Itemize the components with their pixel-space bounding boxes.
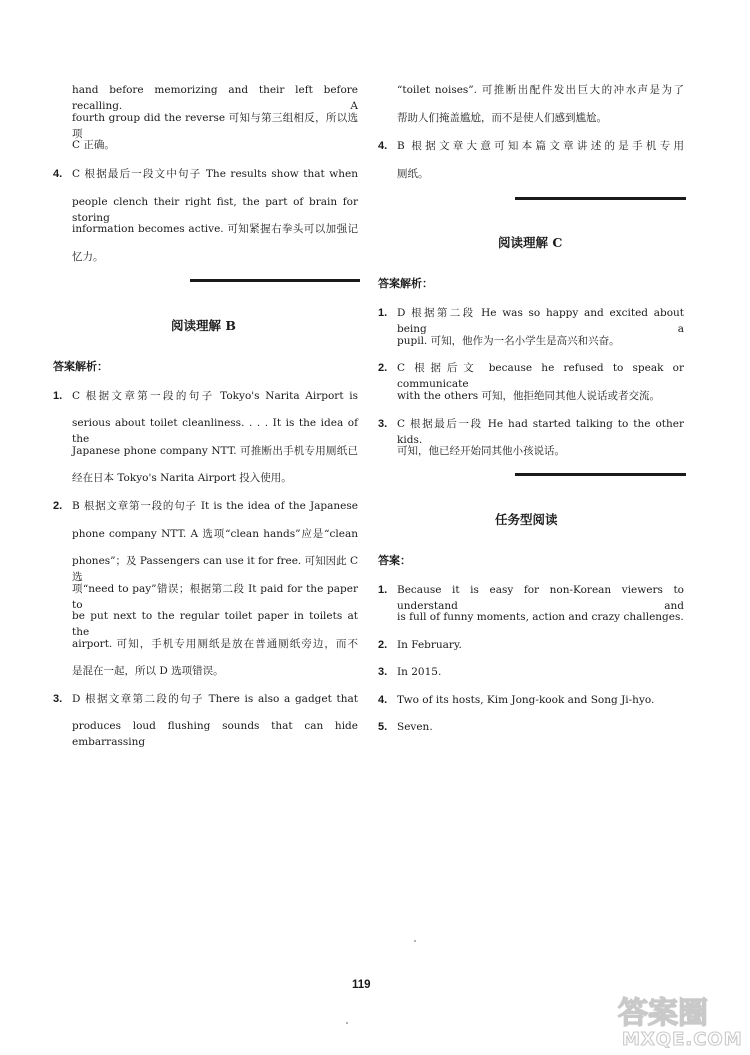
text-line: produces loud flushing sounds that can hide embarrassing	[72, 720, 358, 748]
text-line: D 根据第二段 He was so happy and excited about being a	[397, 307, 684, 335]
text-line: 经在日本 Tokyo's Narita Airport 投入使用。	[72, 472, 292, 484]
text-line: 是混在一起，所以 D 选项错误。	[72, 665, 224, 677]
text-line: be put next to the regular toilet paper in toilets at the	[72, 610, 358, 638]
scan-speck	[346, 1022, 348, 1024]
page-number: 119	[352, 979, 371, 991]
text-line: is full of funny moments, action and crazy challenges.	[397, 611, 684, 623]
item-number: 2.	[378, 362, 388, 374]
text-line: 厕纸。	[397, 168, 429, 180]
text-line: 可知，他已经开始同其他小孩说话。	[397, 445, 565, 457]
item-number: 1.	[378, 584, 388, 596]
section-title-b: 阅读理解 B	[171, 318, 236, 333]
section-title-task: 任务型阅读	[495, 512, 558, 527]
text-line: Japanese phone company NTT. 可推断出手机专用厕纸已	[72, 445, 358, 457]
text-line: C 正确。	[72, 139, 115, 151]
text-line: airport. 可知，手机专用厕纸是放在普通厕纸旁边，而不	[72, 638, 358, 650]
item-number: 3.	[378, 666, 388, 678]
text-line: pupil. 可知，他作为一名小学生是高兴和兴奋。	[397, 335, 620, 347]
item-number: 5.	[378, 721, 388, 733]
text-line: C 根据后文 because he refused to speak or communicate	[397, 362, 684, 390]
text-line: phones”；及 Passengers can use it for free. 可知因此 C 选	[72, 555, 358, 583]
text-line: people clench their right fist, the part of brain for storing	[72, 196, 358, 224]
answer-label: 答案：	[378, 554, 411, 567]
text-line: hand before memorizing and their left before recalling. A	[72, 84, 358, 112]
text-line: C 根据最后一段 He had started talking to the other kids.	[397, 418, 684, 446]
item-number: 4.	[53, 168, 63, 180]
text-line: C 根据最后一段文中句子 The results show that when	[72, 168, 358, 180]
item-number: 2.	[378, 639, 388, 651]
text-line: “toilet noises”. 可推断出配件发出巨大的冲水声是为了	[397, 84, 684, 96]
answer-label: 答案解析：	[378, 277, 433, 290]
watermark-logo	[616, 989, 744, 1049]
text-line: D 根据文章第二段的句子 There is also a gadget that	[72, 693, 358, 705]
watermark-url: MXQE.COM	[622, 1029, 743, 1049]
item-number: 1.	[378, 307, 388, 319]
text-line: fourth group did the reverse 可知与第三组相反，所以选项	[72, 112, 358, 140]
text-line: 帮助人们掩盖尴尬，而不是使人们感到尴尬。	[397, 112, 607, 124]
item-number: 2.	[53, 500, 63, 512]
text-line: Seven.	[397, 721, 433, 733]
text-line: Because it is easy for non-Korean viewers to understand and	[397, 584, 684, 612]
text-line: with the others 可知，他拒绝同其他人说话或者交流。	[397, 390, 660, 402]
text-line: phone company NTT. A 选项“clean hands”应是“clean	[72, 528, 358, 540]
text-line: In 2015.	[397, 666, 442, 678]
item-number: 3.	[53, 693, 63, 705]
answer-label: 答案解析：	[53, 360, 108, 373]
item-number: 3.	[378, 418, 388, 430]
text-line: B 根据文章大意可知本篇文章讲述的是手机专用	[397, 140, 684, 152]
section-divider	[190, 279, 360, 282]
item-number: 4.	[378, 140, 388, 152]
text-line: serious about toilet cleanliness. . . . It is the idea of the	[72, 417, 358, 445]
scan-speck	[414, 940, 416, 942]
item-number: 4.	[378, 694, 388, 706]
text-line: information becomes active. 可知紧握右拳头可以加强记	[72, 223, 358, 235]
section-divider	[515, 197, 686, 200]
text-line: Two of its hosts, Kim Jong-kook and Song Ji-hyo.	[397, 694, 655, 706]
text-line: 项“need to pay”错误；根据第二段 It paid for the paper to	[72, 583, 358, 611]
section-divider	[515, 473, 686, 476]
item-number: 1.	[53, 390, 63, 402]
section-title-c: 阅读理解 C	[498, 235, 563, 250]
text-line: 忆力。	[72, 251, 104, 263]
text-line: In February.	[397, 639, 462, 651]
watermark-chars: 答案圈	[618, 996, 708, 1031]
text-line: C 根据文章第一段的句子 Tokyo's Narita Airport is	[72, 390, 358, 402]
text-line: B 根据文章第一段的句子 It is the idea of the Japanese	[72, 500, 358, 512]
